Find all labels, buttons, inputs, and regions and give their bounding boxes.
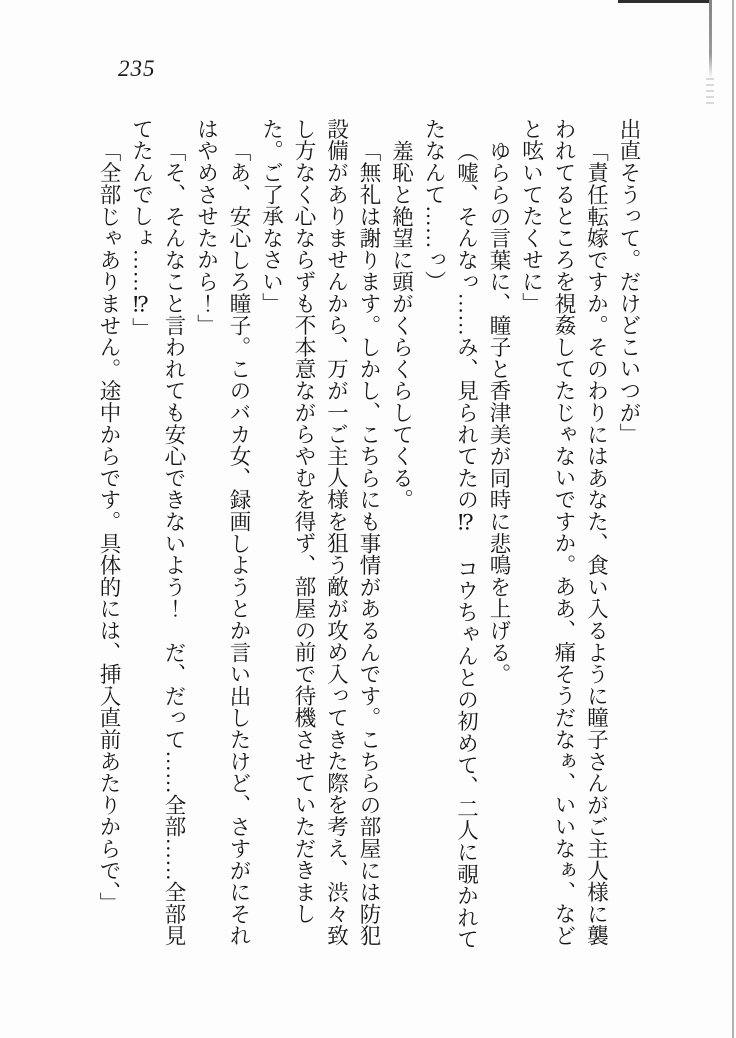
page-number: 235 — [118, 56, 156, 81]
paragraph: 「そ、そんなこと言われても安心できないよう！ だ、だって……全部……全部見てたんでしょ……⁉」 — [129, 118, 186, 947]
paragraph: ゆららの言葉に、瞳子と香津美が同時に悲鳴を上げる。 — [487, 139, 511, 685]
paragraph: 「無礼は謝ります。しかし、こちらにも事情があるんです。こちらの部屋には防犯設備がありませんから、万が一ご主人様を狙う敵が攻め入ってきた際を考え、渋々致し方なく心ならずも不本意ながらやむを得ず、部屋の前で待機させていただきました。ご了承なさい」 — [259, 118, 381, 947]
scan-corner-smudge — [706, 78, 714, 108]
paragraph: （嘘、そんなっ……み、見られてたの⁉ コウちゃんとの初めて、二人に覗かれてたなんて……っ） — [422, 118, 479, 950]
scan-top-edge-line — [618, 0, 712, 3]
paragraph: 出直そうって。だけどこいつが」 — [617, 118, 641, 445]
scan-corner-line — [709, 0, 712, 78]
paragraph: 「全部じゃありません。途中からです。具体的には、挿入直前あたりからで、」 — [97, 139, 121, 914]
scan-right-page-edge — [732, 0, 734, 1038]
paragraph: 「あ、安心しろ瞳子。このバカ女、録画しようとか言い出したけど、さすがにそれはやめさせたから！」 — [194, 118, 251, 947]
paragraph: 羞恥と絶望に頭がくらくらしてくる。 — [389, 139, 414, 511]
vertical-text-block — [93, 118, 646, 966]
paragraph: 「責任転嫁ですか。そのわりにはあなた、食い入るように瞳子さんがご主人様に襲われてるところを視姦してたじゃないですか。ああ、痛そうだなぁ、いいなぁ、などと呟いてたくせに」 — [519, 118, 609, 947]
